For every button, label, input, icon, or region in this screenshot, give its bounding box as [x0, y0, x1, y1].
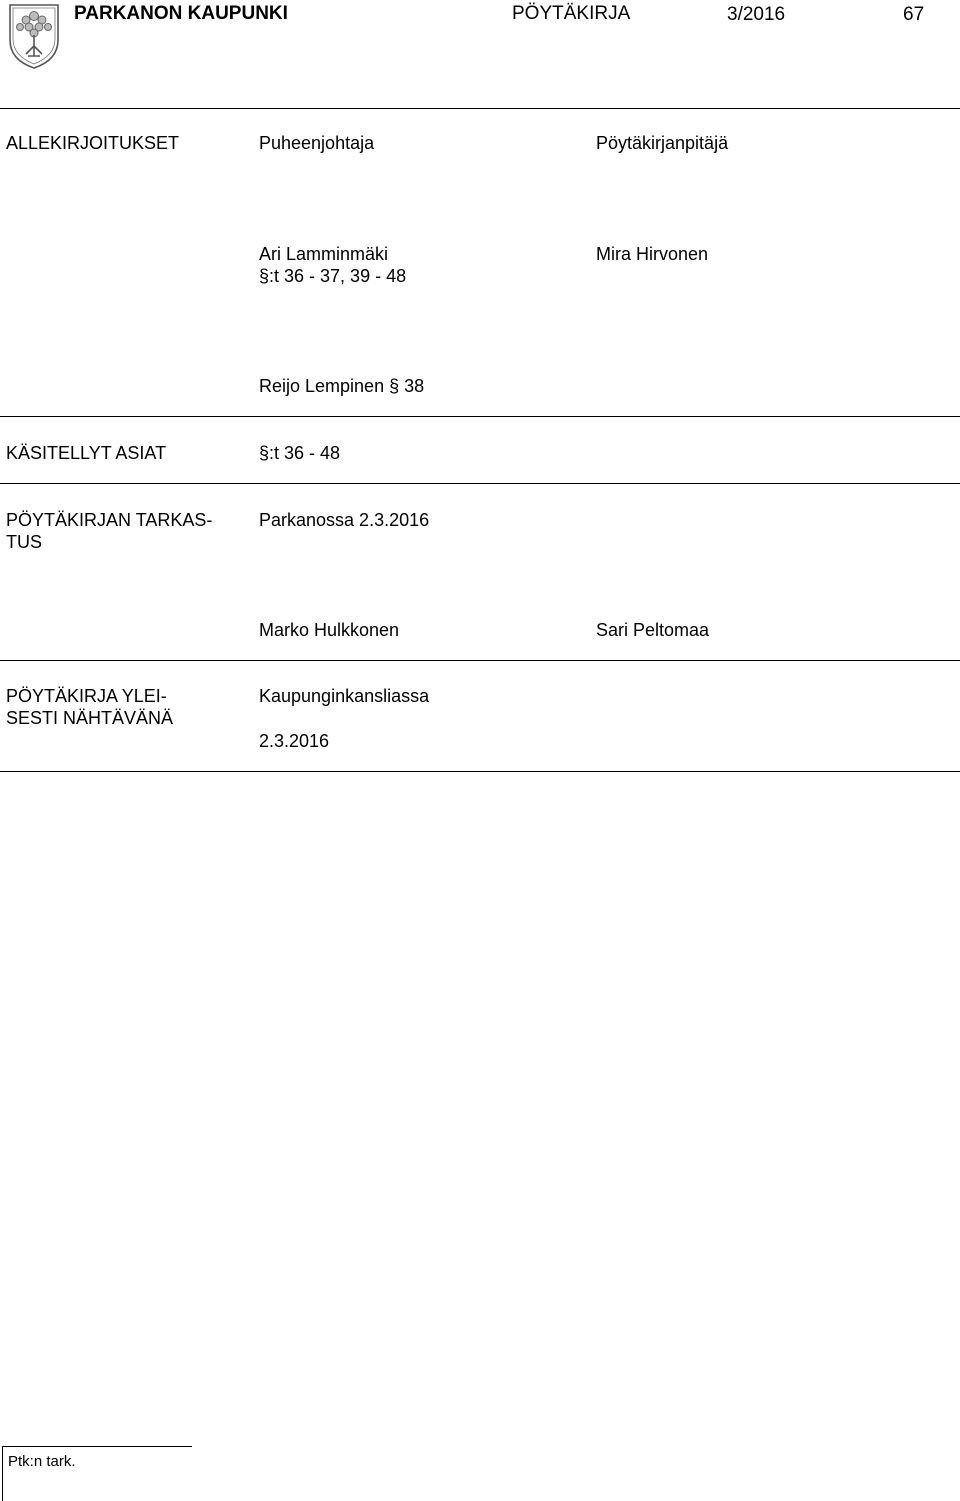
chair-name: Ari Lamminmäki: [259, 244, 389, 264]
handled-label: KÄSITELLYT ASIAT: [6, 443, 167, 463]
review-place-date: Parkanossa 2.3.2016: [259, 510, 430, 530]
signatures-label: ALLEKIRJOITUKSET: [6, 133, 180, 153]
handled-value: §:t 36 - 48: [259, 443, 341, 463]
reviewer-2: Sari Peltomaa: [596, 620, 710, 640]
check-box-top: [2, 1446, 192, 1447]
divider-handled: [0, 483, 960, 484]
chair-sections: §:t 36 - 37, 39 - 48: [259, 266, 407, 286]
document-type: PÖYTÄKIRJA: [512, 3, 631, 24]
page-number: 67: [903, 4, 925, 25]
secretary-name: Mira Hirvonen: [596, 244, 709, 264]
public-label-line2: SESTI NÄHTÄVÄNÄ: [6, 708, 174, 728]
secretary-role: Pöytäkirjanpitäjä: [596, 133, 729, 153]
public-date: 2.3.2016: [259, 731, 330, 751]
divider-signatures: [0, 416, 960, 417]
substitute-chair: Reijo Lempinen § 38: [259, 376, 425, 396]
organization-name: PARKANON KAUPUNKI: [74, 3, 288, 24]
check-box-left: [2, 1446, 3, 1501]
review-label-line1: PÖYTÄKIRJAN TARKAS-: [6, 510, 213, 530]
chair-role: Puheenjohtaja: [259, 133, 375, 153]
public-label-line1: PÖYTÄKIRJA YLEI-: [6, 686, 167, 706]
meeting-number: 3/2016: [727, 4, 786, 25]
check-label: Ptk:n tark.: [8, 1453, 76, 1470]
divider-top: [0, 108, 960, 109]
divider-bottom: [0, 771, 960, 772]
review-label-line2: TUS: [6, 532, 42, 552]
coat-of-arms-icon: [6, 2, 62, 70]
reviewer-1: Marko Hulkkonen: [259, 620, 400, 640]
public-place: Kaupunginkansliassa: [259, 686, 430, 706]
divider-review: [0, 660, 960, 661]
